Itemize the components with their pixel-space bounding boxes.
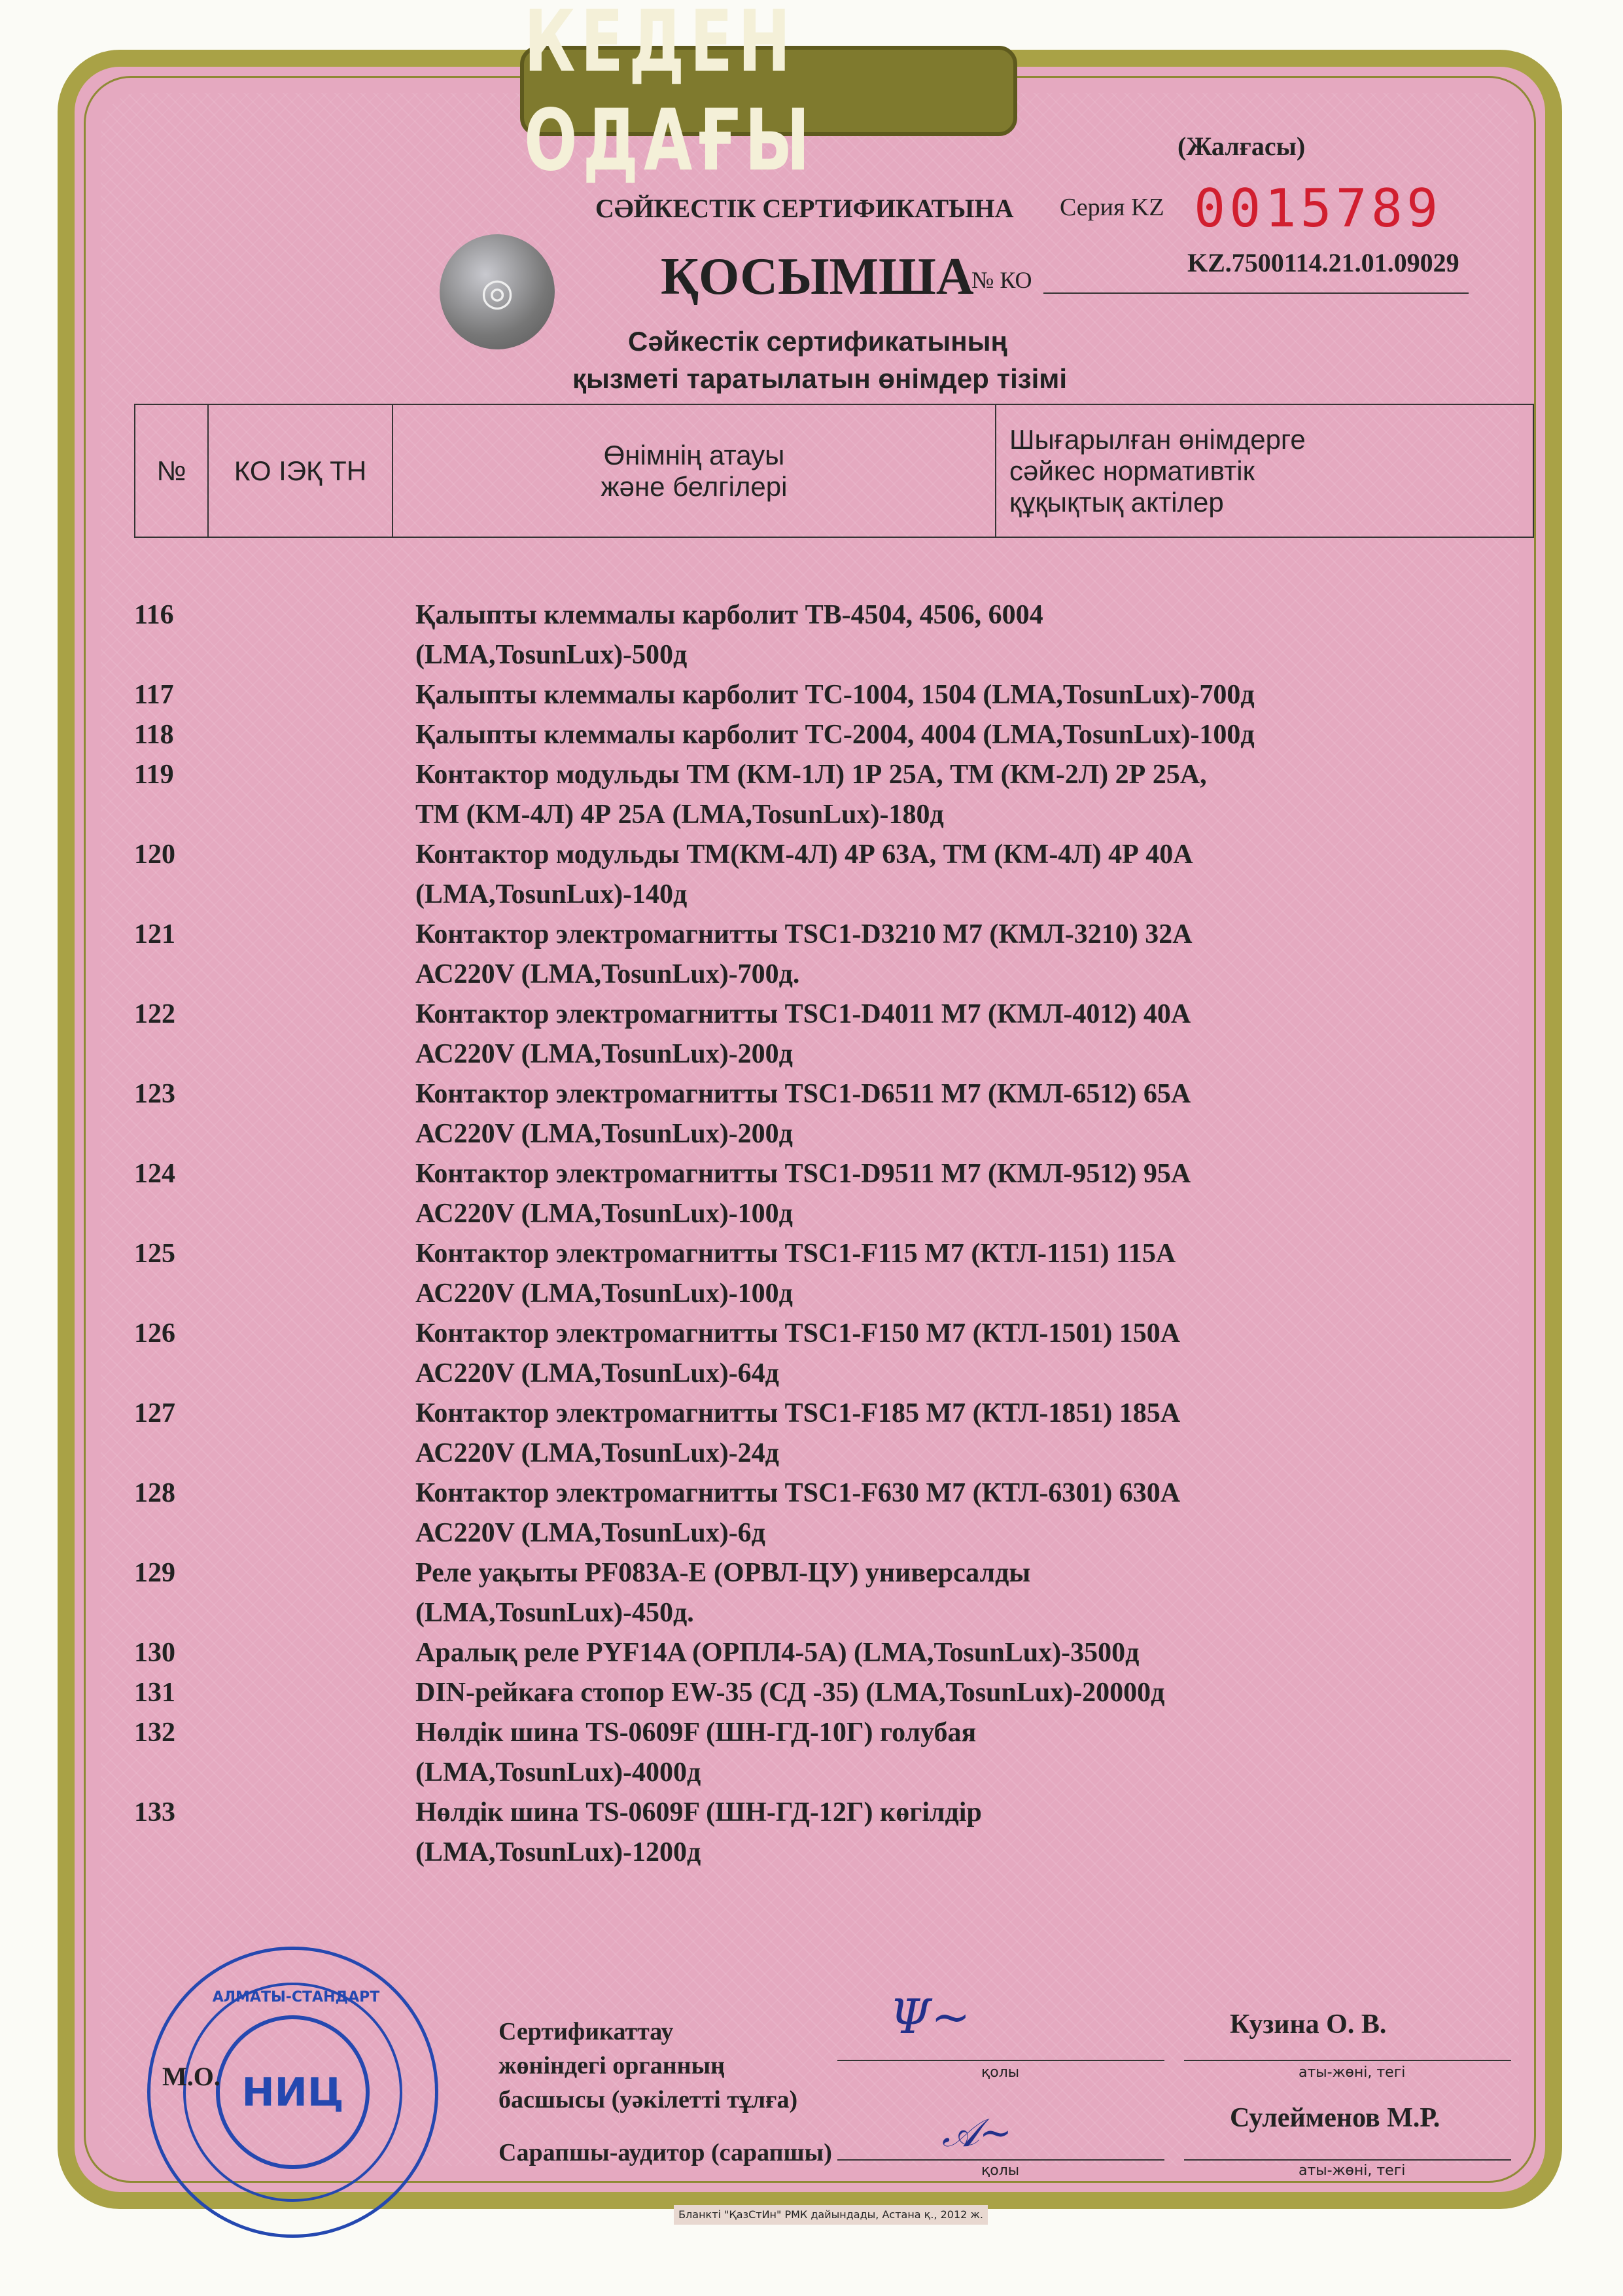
item-number-spacer bbox=[131, 1593, 415, 1633]
item-number: 128 bbox=[134, 1478, 175, 1508]
auditor-signature: 𝒜~ bbox=[942, 2110, 1013, 2156]
stamp-ring-text: АЛМАТЫ-СТАНДАРТ bbox=[212, 1989, 380, 2005]
ko-number: KZ.7500114.21.01.09029 bbox=[1187, 248, 1459, 277]
item-text-line-2: АС220V (LMA,TosunLux)-100д bbox=[415, 1199, 793, 1229]
item-number-spacer bbox=[131, 955, 415, 995]
item-text-line-2: АС220V (LMA,TosunLux)-100д bbox=[415, 1279, 793, 1309]
item-text-line-1: Контактор электромагнитты TSC1-F115 M7 (КТЛ-1151) 115А bbox=[415, 1239, 1176, 1269]
item-text-line-1: Контактор электромагнитты TSC1-F185 M7 (КТЛ-1851) 185А bbox=[415, 1398, 1181, 1428]
col-header-number: № bbox=[135, 404, 208, 537]
item-number-spacer bbox=[131, 1434, 415, 1474]
item-number: 117 bbox=[134, 680, 174, 710]
item-number: 118 bbox=[134, 720, 174, 750]
item-number-spacer bbox=[131, 875, 415, 915]
ko-label: № КО bbox=[971, 267, 1032, 293]
item-text-line-2: АС220V (LMA,TosunLux)-700д. bbox=[415, 959, 800, 989]
col-header-acts-line-1: Шығарылған өнімдерге bbox=[1009, 423, 1306, 455]
item-number: 119 bbox=[134, 760, 174, 790]
hologram-icon: ◎ bbox=[440, 234, 555, 349]
head-name-line bbox=[1184, 2060, 1511, 2061]
head-label-line-1: Сертификаттау bbox=[498, 2018, 674, 2045]
item-number: 116 bbox=[134, 600, 174, 630]
col-header-name-line-2: және белгілері bbox=[601, 470, 788, 502]
col-header-acts-line-3: құқықтық актілер bbox=[1009, 486, 1224, 518]
list-item-continuation bbox=[131, 1274, 1472, 1314]
item-text-line-2: (LMA,TosunLux)-500д bbox=[415, 640, 688, 670]
list-item bbox=[131, 1474, 1472, 1513]
item-text-line-1: Контактор электромагнитты TSC1-D3210 M7 (КМЛ-3210) 32А bbox=[415, 919, 1193, 949]
head-label-line-3: басшысы (уәкілетті тұлға) bbox=[498, 2086, 798, 2113]
item-text-line-2: АС220V (LMA,TosunLux)-24д bbox=[415, 1438, 779, 1468]
list-item bbox=[131, 835, 1472, 875]
auditor-sign-caption: қолы bbox=[981, 2163, 1020, 2179]
item-text-line-1: Нөлдік шина TS-0609F (ШН-ГД-12Г) көгілдір bbox=[415, 1797, 982, 1828]
item-text-line-2: АС220V (LMA,TosunLux)-200д bbox=[415, 1119, 793, 1149]
list-item bbox=[131, 1394, 1472, 1434]
col-header-name bbox=[393, 404, 996, 537]
item-text-line-2: (LMA,TosunLux)-1200д bbox=[415, 1837, 701, 1867]
item-number: 125 bbox=[134, 1239, 175, 1269]
list-item-continuation bbox=[131, 795, 1472, 835]
item-text-line-2: АС220V (LMA,TosunLux)-64д bbox=[415, 1358, 779, 1388]
item-text-line-1: Аралық реле PYF14A (ОРПЛ4-5А) (LMA,TosunLux)-3500д bbox=[415, 1638, 1140, 1668]
item-text-line-1: Контактор электромагнитты TSC1-D4011 M7 (КМЛ-4012) 40А bbox=[415, 999, 1191, 1029]
item-number: 131 bbox=[134, 1678, 175, 1708]
list-item bbox=[131, 1553, 1472, 1593]
list-item-continuation bbox=[131, 1034, 1472, 1074]
list-item-continuation bbox=[131, 1833, 1472, 1873]
item-number-spacer bbox=[131, 635, 415, 675]
item-number-spacer bbox=[131, 1194, 415, 1234]
continued-label: (Жалғасы) bbox=[1178, 132, 1306, 161]
list-item-continuation bbox=[131, 875, 1472, 915]
item-text-line-2: АС220V (LMA,TosunLux)-200д bbox=[415, 1039, 793, 1069]
list-item-continuation bbox=[131, 635, 1472, 675]
item-number: 132 bbox=[134, 1718, 175, 1748]
series-label: Серия KZ bbox=[1060, 194, 1164, 221]
col-header-code: КО ІЭҚ ТН bbox=[208, 404, 393, 537]
subtitle-line-2: қызметі таратылатын өнімдер тізімі bbox=[572, 363, 1068, 394]
item-text-line-1: Контактор электромагнитты TSC1-F150 M7 (КТЛ-1501) 150А bbox=[415, 1318, 1181, 1349]
list-item-continuation bbox=[131, 1114, 1472, 1154]
product-list bbox=[131, 595, 1472, 1873]
list-item-continuation bbox=[131, 1194, 1472, 1234]
item-number: 126 bbox=[134, 1318, 175, 1349]
item-text-line-2: (LMA,TosunLux)-450д. bbox=[415, 1598, 694, 1628]
list-item bbox=[131, 755, 1472, 795]
item-number: 133 bbox=[134, 1797, 175, 1828]
item-number: 127 bbox=[134, 1398, 175, 1428]
item-number: 124 bbox=[134, 1159, 175, 1189]
col-header-acts-line-2: сәйкес нормативтік bbox=[1009, 455, 1255, 486]
list-table-header bbox=[134, 404, 1534, 538]
item-number: 123 bbox=[134, 1079, 175, 1109]
head-name: Кузина О. В. bbox=[1230, 2009, 1387, 2040]
stamp-center-text: НИЦ bbox=[241, 2069, 344, 2115]
item-number-spacer bbox=[131, 1354, 415, 1394]
customs-union-banner bbox=[520, 0, 1017, 190]
list-item-continuation bbox=[131, 1593, 1472, 1633]
head-label-line-2: жөніндегі органның bbox=[498, 2052, 725, 2079]
item-text-line-1: Контактор модульды ТМ (КМ-1Л) 1Р 25А, ТМ (КМ-2Л) 2Р 25А, bbox=[415, 760, 1207, 790]
item-text-line-1: DIN-рейкаға стопор EW-35 (СД -35) (LMA,TosunLux)-20000д bbox=[415, 1678, 1165, 1708]
item-number-spacer bbox=[131, 1034, 415, 1074]
list-item bbox=[131, 715, 1472, 755]
official-stamp bbox=[147, 1947, 438, 2238]
head-sign-caption: қолы bbox=[981, 2064, 1020, 2081]
list-item bbox=[131, 915, 1472, 955]
list-item bbox=[131, 1633, 1472, 1673]
banner-text: КЕДЕН ОДАҒЫ bbox=[524, 0, 815, 190]
item-number: 120 bbox=[134, 839, 175, 870]
list-item bbox=[131, 1793, 1472, 1833]
item-text-line-1: Контактор электромагнитты TSC1-D9511 M7 (КМЛ-9512) 95А bbox=[415, 1159, 1191, 1189]
annex-title: ҚОСЫМША bbox=[661, 248, 974, 306]
list-item-continuation bbox=[131, 955, 1472, 995]
list-item bbox=[131, 595, 1472, 635]
item-number-spacer bbox=[131, 1833, 415, 1873]
auditor-label: Сарапшы-аудитор (сарапшы) bbox=[498, 2139, 832, 2166]
item-text-line-1: Нөлдік шина TS-0609F (ШН-ГД-10Г) голубая bbox=[415, 1718, 977, 1748]
item-number: 121 bbox=[134, 919, 175, 949]
list-item bbox=[131, 1234, 1472, 1274]
item-text-line-2: АС220V (LMA,TosunLux)-6д bbox=[415, 1518, 765, 1548]
auditor-name-line bbox=[1184, 2159, 1511, 2161]
item-text-line-2: ТМ (КМ-4Л) 4Р 25А (LMA,TosunLux)-180д bbox=[415, 800, 944, 830]
item-text-line-1: Реле уақыты PF083A-E (ОРВЛ-ЦУ) универсалды bbox=[415, 1558, 1031, 1588]
list-item bbox=[131, 1314, 1472, 1354]
item-number-spacer bbox=[131, 1114, 415, 1154]
list-item bbox=[131, 1713, 1472, 1753]
head-name-caption: аты-жөні, тегі bbox=[1299, 2064, 1406, 2081]
footer-imprint: Бланкті "ҚазСтИн" РМК дайындады, Астана қ., 2012 ж. bbox=[674, 2205, 988, 2225]
stamp-emblem bbox=[216, 2015, 370, 2169]
item-number-spacer bbox=[131, 1274, 415, 1314]
item-text-line-1: Контактор электромагнитты TSC1-F630 M7 (КТЛ-6301) 630А bbox=[415, 1478, 1181, 1508]
item-text-line-1: Қалыпты клеммалы карболит ТС-1004, 1504 (LMA,TosunLux)-700д bbox=[415, 680, 1255, 710]
series-number: 0015789 bbox=[1194, 178, 1442, 239]
item-number: 130 bbox=[134, 1638, 175, 1668]
item-number: 122 bbox=[134, 999, 175, 1029]
head-signature: Ψ~ bbox=[890, 1989, 971, 2044]
item-text-line-1: Қалыпты клеммалы карболит ТВ-4504, 4506, 6004 bbox=[415, 600, 1043, 630]
auditor-name: Сулейменов М.Р. bbox=[1230, 2103, 1440, 2133]
col-header-acts bbox=[996, 404, 1533, 537]
item-number-spacer bbox=[131, 1753, 415, 1793]
auditor-name-caption: аты-жөні, тегі bbox=[1299, 2163, 1406, 2179]
list-item bbox=[131, 1154, 1472, 1194]
ko-underline bbox=[1043, 292, 1469, 294]
item-text-line-2: (LMA,TosunLux)-140д bbox=[415, 879, 688, 910]
auditor-sign-line bbox=[837, 2159, 1164, 2161]
subtitle-line-1: Сәйкестік сертификатының bbox=[628, 326, 1007, 357]
list-item-continuation bbox=[131, 1513, 1472, 1553]
item-number-spacer bbox=[131, 1513, 415, 1553]
list-item bbox=[131, 995, 1472, 1034]
list-item-continuation bbox=[131, 1434, 1472, 1474]
seal-place-label: М.О. bbox=[162, 2062, 220, 2091]
list-item bbox=[131, 1074, 1472, 1114]
item-number: 129 bbox=[134, 1558, 175, 1588]
list-item-continuation bbox=[131, 1753, 1472, 1793]
head-sign-line bbox=[837, 2060, 1164, 2061]
list-item bbox=[131, 1673, 1472, 1713]
item-text-line-1: Контактор электромагнитты TSC1-D6511 M7 (КМЛ-6512) 65А bbox=[415, 1079, 1191, 1109]
item-text-line-1: Қалыпты клеммалы карболит ТС-2004, 4004 (LMA,TosunLux)-100д bbox=[415, 720, 1255, 750]
list-item bbox=[131, 675, 1472, 715]
item-number-spacer bbox=[131, 795, 415, 835]
item-text-line-2: (LMA,TosunLux)-4000д bbox=[415, 1757, 701, 1788]
col-header-name-line-1: Өнімнің атауы bbox=[603, 439, 785, 470]
certificate-title: СӘЙКЕСТІК СЕРТИФИКАТЫНА bbox=[595, 194, 1014, 223]
item-text-line-1: Контактор модульды ТМ(КМ-4Л) 4Р 63А, ТМ (КМ-4Л) 4Р 40А bbox=[415, 839, 1193, 870]
list-item-continuation bbox=[131, 1354, 1472, 1394]
